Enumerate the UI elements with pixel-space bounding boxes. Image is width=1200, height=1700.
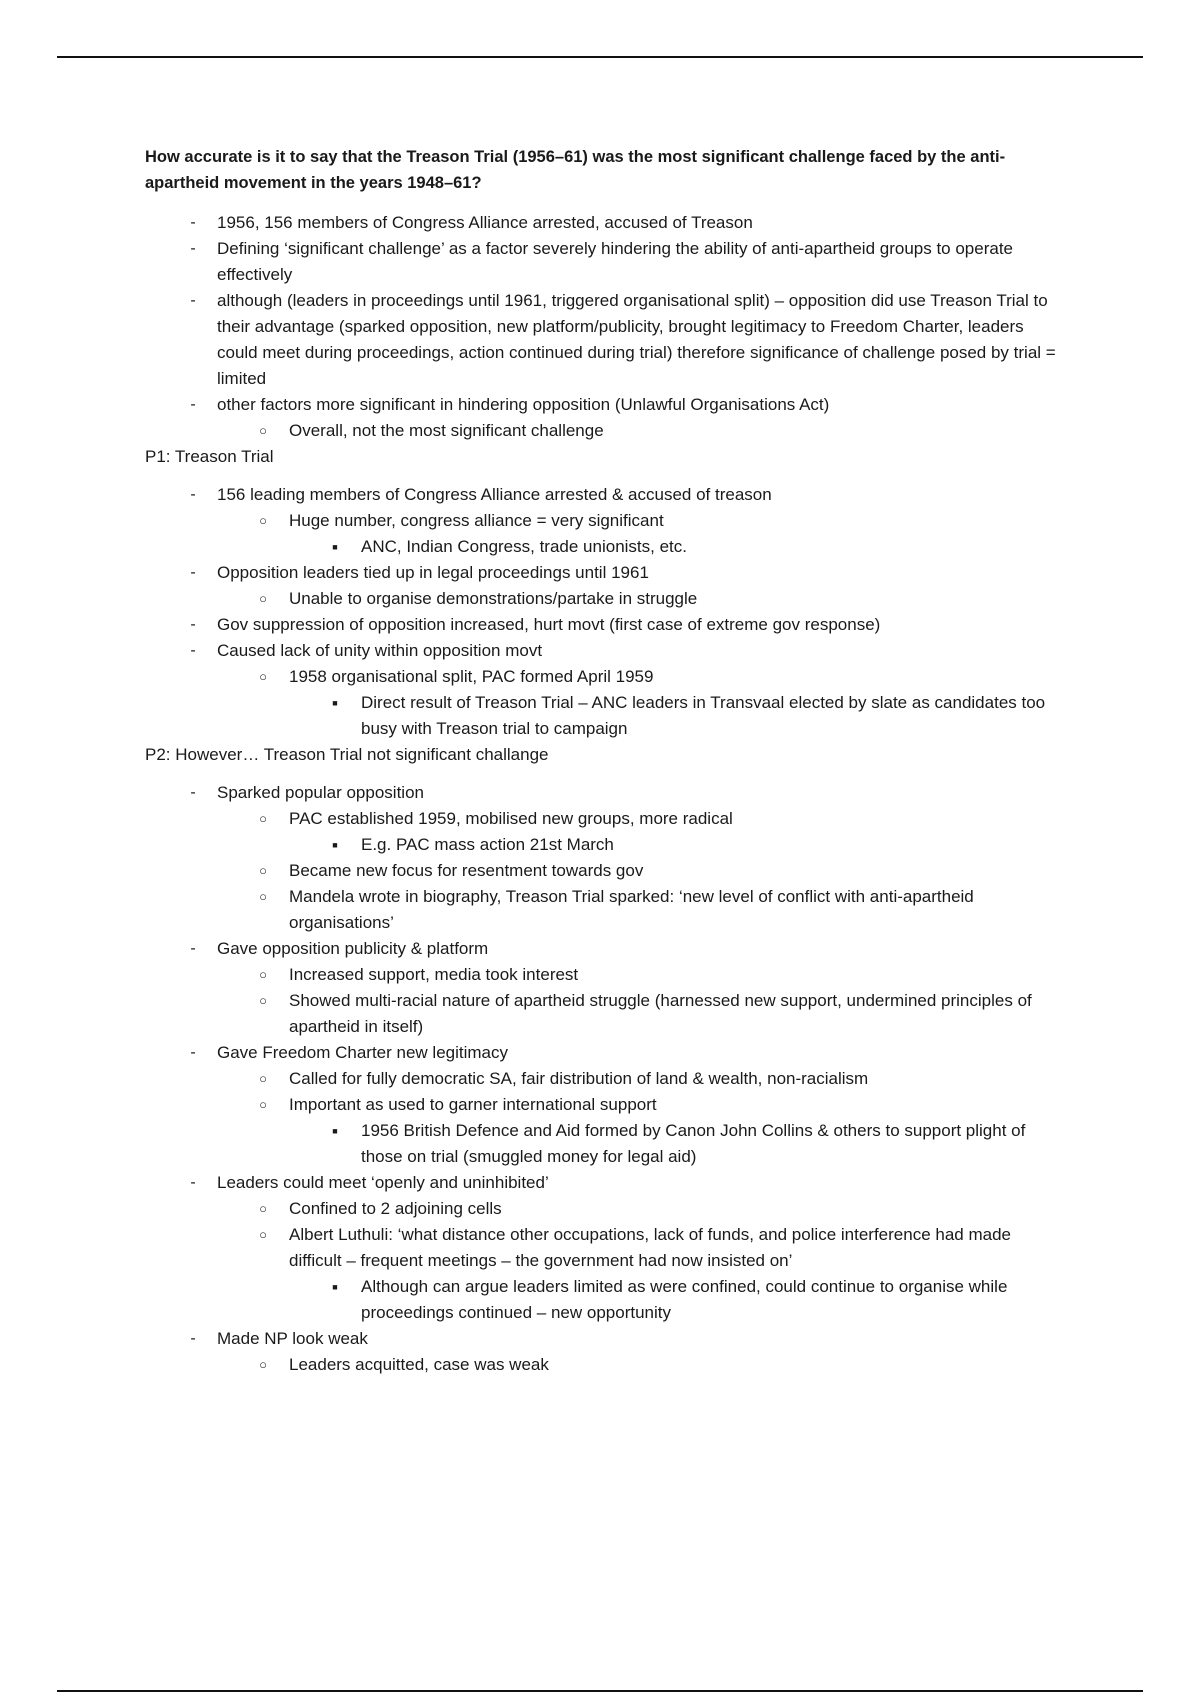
circle-bullet-icon: ○	[259, 591, 267, 606]
dash-bullet-icon: -	[190, 396, 196, 413]
sub-sub-list	[332, 690, 1065, 742]
circle-bullet-icon: ○	[259, 1071, 267, 1086]
list-item: ○ 1958 organisational split, PAC formed April 1959 ■ Direct result of Treason Trial – ANC leaders in Transvaal elected by slate as candidates too busy with Treason trial to campaign	[289, 664, 1065, 742]
list-item: ○ Increased support, media took interest	[289, 962, 1065, 988]
list-item: ■ E.g. PAC mass action 21st March	[361, 832, 1065, 858]
list-item: - Caused lack of unity within opposition movt ○ 1958 organisational split, PAC formed April 1959 ■ Direct result of Treason Trial – ANC leaders in Transvaal elected by slate as candidates too busy with Treason trial to campaign	[217, 638, 1065, 742]
circle-bullet-icon: ○	[259, 811, 267, 826]
sub-sub-list	[332, 832, 1065, 858]
section-title-p1: P1: Treason Trial	[145, 447, 274, 466]
list-item: - Opposition leaders tied up in legal proceedings until 1961 ○ Unable to organise demonstrations/partake in struggle	[217, 560, 1065, 612]
list-item: - Gave opposition publicity & platform ○ Increased support, media took interest ○ Showed multi-racial nature of apartheid struggle (harnessed new support, undermined principles of apartheid in itself)	[217, 936, 1065, 1040]
p2-list	[190, 780, 1065, 1378]
dash-bullet-icon: -	[190, 1330, 196, 1347]
dash-bullet-icon: -	[190, 486, 196, 503]
sub-sub-list	[332, 534, 1065, 560]
square-bullet-icon: ■	[332, 698, 338, 708]
list-item: - 156 leading members of Congress Alliance arrested & accused of treason ○ Huge number, congress alliance = very significant ■ ANC, Indian Congress, trade unionists, etc.	[217, 482, 1065, 560]
header-rule	[57, 56, 1143, 58]
intro-list	[190, 210, 1065, 444]
list-item: - Leaders could meet ‘openly and uninhibited’ ○ Confined to 2 adjoining cells ○ Albert Luthuli: ‘what distance other occupations, lack of funds, and police interference had made difficult – frequent meetings – the government had now insisted on’ ■ Although can argue leaders limited as were confined, could continue to organise while proceedings continued – new opportunity	[217, 1170, 1065, 1326]
sub-sub-list	[332, 1118, 1065, 1170]
sub-list	[259, 1196, 1065, 1326]
list-item: - Made NP look weak ○ Leaders acquitted, case was weak	[217, 1326, 1065, 1378]
circle-bullet-icon: ○	[259, 1227, 267, 1242]
dash-bullet-icon: -	[190, 616, 196, 633]
list-item: ○ Important as used to garner international support ■ 1956 British Defence and Aid formed by Canon John Collins & others to support plight of those on trial (smuggled money for legal aid)	[289, 1092, 1065, 1170]
circle-bullet-icon: ○	[259, 863, 267, 878]
dash-bullet-icon: -	[190, 784, 196, 801]
list-item: ○ Overall, not the most significant challenge	[289, 418, 1065, 444]
list-item: ○ Leaders acquitted, case was weak	[289, 1352, 1065, 1378]
list-item: ○ Albert Luthuli: ‘what distance other occupations, lack of funds, and police interference had made difficult – frequent meetings – the government had now insisted on’ ■ Although can argue leaders limited as were confined, could continue to organise while proceedings continued – new opportunity	[289, 1222, 1065, 1326]
square-bullet-icon: ■	[332, 840, 338, 850]
dash-bullet-icon: -	[190, 642, 196, 659]
list-item: ■ Direct result of Treason Trial – ANC leaders in Transvaal elected by slate as candidates too busy with Treason trial to campaign	[361, 690, 1065, 742]
list-item: ○ Confined to 2 adjoining cells	[289, 1196, 1065, 1222]
square-bullet-icon: ■	[332, 1282, 338, 1292]
list-item: ○ Unable to organise demonstrations/partake in struggle	[289, 586, 1065, 612]
list-item: ○ PAC established 1959, mobilised new groups, more radical ■ E.g. PAC mass action 21st March	[289, 806, 1065, 858]
list-item: - although (leaders in proceedings until 1961, triggered organisational split) – opposition did use Treason Trial to their advantage (sparked opposition, new platform/publicity, brought legitimacy to Freedom Charter, leaders could meet during proceedings, action continued during trial) therefore significance of challenge posed by trial = limited	[217, 288, 1065, 392]
circle-bullet-icon: ○	[259, 1097, 267, 1112]
square-bullet-icon: ■	[332, 1126, 338, 1136]
sub-list	[259, 1352, 1065, 1378]
list-item: - other factors more significant in hindering opposition (Unlawful Organisations Act) ○ Overall, not the most significant challenge	[217, 392, 1065, 444]
list-item: ○ Called for fully democratic SA, fair distribution of land & wealth, non-racialism	[289, 1066, 1065, 1092]
circle-bullet-icon: ○	[259, 1357, 267, 1372]
sub-list	[259, 1066, 1065, 1170]
list-item: ○ Became new focus for resentment towards gov	[289, 858, 1065, 884]
sub-list	[259, 664, 1065, 742]
dash-bullet-icon: -	[190, 240, 196, 257]
circle-bullet-icon: ○	[259, 889, 267, 904]
list-item: ■ 1956 British Defence and Aid formed by Canon John Collins & others to support plight of those on trial (smuggled money for legal aid)	[361, 1118, 1065, 1170]
dash-bullet-icon: -	[190, 564, 196, 581]
sub-list	[259, 962, 1065, 1040]
list-item: - 1956, 156 members of Congress Alliance arrested, accused of Treason	[217, 210, 1065, 236]
section-title-p2: P2: However… Treason Trial not significant challange	[145, 745, 549, 764]
dash-bullet-icon: -	[190, 1044, 196, 1061]
list-item: ○ Showed multi-racial nature of apartheid struggle (harnessed new support, undermined principles of apartheid in itself)	[289, 988, 1065, 1040]
circle-bullet-icon: ○	[259, 967, 267, 982]
p1-list	[190, 482, 1065, 742]
list-item: ■ ANC, Indian Congress, trade unionists, etc.	[361, 534, 1065, 560]
circle-bullet-icon: ○	[259, 513, 267, 528]
document-body	[145, 144, 1065, 1378]
dash-bullet-icon: -	[190, 1174, 196, 1191]
circle-bullet-icon: ○	[259, 423, 267, 438]
circle-bullet-icon: ○	[259, 993, 267, 1008]
circle-bullet-icon: ○	[259, 669, 267, 684]
sub-list	[259, 508, 1065, 560]
dash-bullet-icon: -	[190, 292, 196, 309]
footer-rule	[57, 1690, 1143, 1692]
essay-question: How accurate is it to say that the Treason Trial (1956–61) was the most significant challenge faced by the anti-apartheid movement in the years 1948–61?	[145, 148, 1006, 192]
list-item: - Gave Freedom Charter new legitimacy ○ Called for fully democratic SA, fair distribution of land & wealth, non-racialism ○ Important as used to garner international support ■ 1956 British Defence and Aid formed by Canon John Collins & others to support plight of those on trial (smuggled money for legal aid)	[217, 1040, 1065, 1170]
square-bullet-icon: ■	[332, 542, 338, 552]
sub-list	[259, 418, 1065, 444]
list-item: ○ Huge number, congress alliance = very significant ■ ANC, Indian Congress, trade unionists, etc.	[289, 508, 1065, 560]
dash-bullet-icon: -	[190, 214, 196, 231]
list-item: - Gov suppression of opposition increased, hurt movt (first case of extreme gov response)	[217, 612, 1065, 638]
list-item: - Defining ‘significant challenge’ as a factor severely hindering the ability of anti-apartheid groups to operate effectively	[217, 236, 1065, 288]
sub-list	[259, 806, 1065, 936]
sub-list	[259, 586, 1065, 612]
list-item: ○ Mandela wrote in biography, Treason Trial sparked: ‘new level of conflict with anti-apartheid organisations’	[289, 884, 1065, 936]
circle-bullet-icon: ○	[259, 1201, 267, 1216]
list-item: - Sparked popular opposition ○ PAC established 1959, mobilised new groups, more radical ■ E.g. PAC mass action 21st March ○ Became new focus for resentment towards gov ○ Mandela wrote in biography, Treason Trial sparked: ‘new level of conflict with anti-apartheid organisations’	[217, 780, 1065, 936]
list-item: ■ Although can argue leaders limited as were confined, could continue to organise while proceedings continued – new opportunity	[361, 1274, 1065, 1326]
sub-sub-list	[332, 1274, 1065, 1326]
dash-bullet-icon: -	[190, 940, 196, 957]
